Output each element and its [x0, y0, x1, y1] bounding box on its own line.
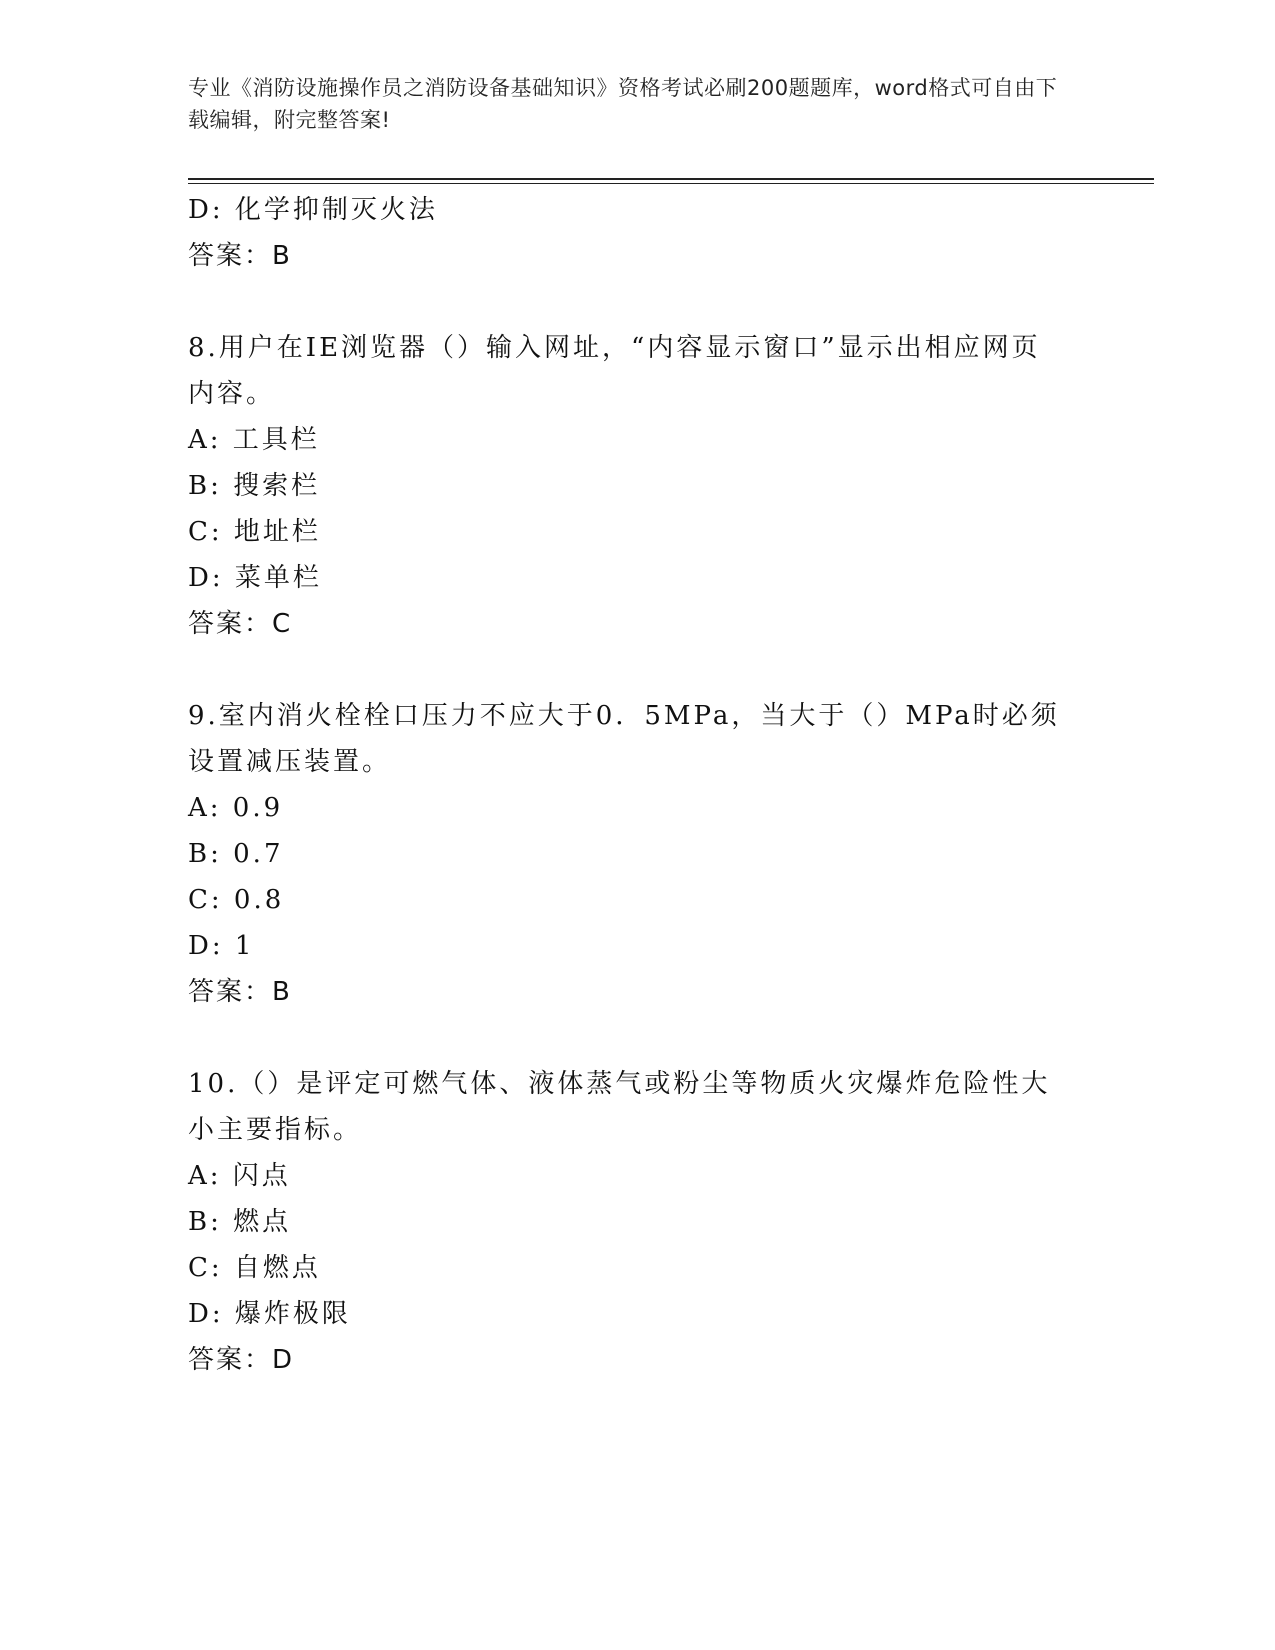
- question-9: [188, 693, 1088, 1015]
- option-a: A: 闪点: [188, 1161, 291, 1191]
- option-d: D: 化学抑制灭火法: [188, 195, 438, 225]
- answer-line: 答案：C: [188, 609, 293, 639]
- option-a: A: 工具栏: [188, 425, 320, 455]
- option-d: D: 菜单栏: [188, 563, 322, 593]
- answer-line: 答案：B: [188, 241, 292, 271]
- question-stem: 9.室内消火栓栓口压力不应大于0．5MPa，当大于（）MPa时必须设置减压装置。: [188, 701, 1060, 777]
- header-divider-thin: [188, 183, 1154, 184]
- option-a: A: 0.9: [188, 793, 284, 823]
- option-d: D: 1: [188, 931, 255, 961]
- partial-question-7: [188, 187, 1088, 279]
- option-b: B: 搜索栏: [188, 471, 321, 501]
- option-c: C: 自燃点: [188, 1253, 321, 1283]
- option-b: B: 燃点: [188, 1207, 292, 1237]
- question-content: [188, 187, 1088, 1383]
- header-divider-thick: [188, 178, 1154, 180]
- document-header: 专业《消防设施操作员之消防设备基础知识》资格考试必刷200题题库，word格式可自由下载编辑，附完整答案!: [188, 76, 1058, 132]
- answer-line: 答案：D: [188, 1345, 295, 1375]
- answer-line: 答案：B: [188, 977, 292, 1007]
- question-stem: 8.用户在IE浏览器（）输入网址，“内容显示窗口”显示出相应网页内容。: [188, 333, 1041, 409]
- option-d: D: 爆炸极限: [188, 1299, 351, 1329]
- option-b: B: 0.7: [188, 839, 284, 869]
- question-stem: 10.（）是评定可燃气体、液体蒸气或粉尘等物质火灾爆炸危险性大小主要指标。: [188, 1069, 1051, 1145]
- question-10: [188, 1061, 1088, 1383]
- option-c: C: 地址栏: [188, 517, 321, 547]
- option-c: C: 0.8: [188, 885, 285, 915]
- question-8: [188, 325, 1088, 647]
